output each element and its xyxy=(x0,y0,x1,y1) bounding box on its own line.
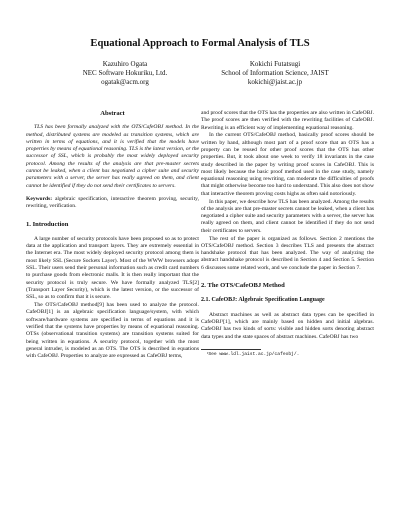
footnote-rule xyxy=(201,349,261,350)
left-column xyxy=(26,110,199,360)
right-column xyxy=(201,110,374,358)
author-affiliation: NEC Software Hokuriku, Ltd. xyxy=(82,69,168,77)
footnote-mark: ¹ xyxy=(207,350,209,356)
paragraph: A large number of security protocols have been proposed so as to protect data at the application and transport layers. They are extremely essential in the Internet era. The most widely deployed security protocol among them is most likely SSL (Secure Sockets Layer). Most of the WWW browsers adopt SSL. Their users send their personal information such as credit card numbers to purchase goods from electronic malls. It is then really important that the security protocol is truly secure. We have formally analyzed TLS[2] (Transport Layer Security), which is the latest version, or the successor of SSL, so as to confirm that it is secure. xyxy=(26,235,199,301)
keywords-label: Keywords: xyxy=(26,195,53,202)
author-name: Kokichi Futatsugi xyxy=(249,60,301,68)
abstract-body: TLS has been formally analyzed with the OTS/CafeOBJ method. In the method, distributed systems are modeled as transition systems, which are written in terms of equations, and it is verified that the models have properties by means of equational reasoning. TLS is the latest version, or the successor of SSL, which is probably the most widely deployed security protocol. Among the results of the analysis are that pre-master secrets cannot be leaked, when a client has negotiated a cipher suite and security parameters with a server, the server has really agreed on them, and client cannot be identified if they do not send their certificates to servers. xyxy=(26,124,199,189)
paragraph: The OTS/CafeOBJ method[9] has been used to analyze the protocol. CafeOBJ[1] is an algebraic specification language/system, with which software/hardware systems are specified in terms of equations and it is verified that the systems have properties by means of equational reasoning. OTSs (observational transition systems) are transition systems suited for being written in equations. A security protocol, together with the most general intruder, is modeled as an OTS. The OTS is described in equations with CafeOBJ. Properties to analyze are expressed as CafeOBJ terms, xyxy=(26,302,199,360)
footnote-text: See www.ldl.jaist.ac.jp/cafeobj/. xyxy=(208,351,300,357)
paper-title: Equational Approach to Formal Analysis of TLS xyxy=(90,38,310,49)
keywords-text: algebraic specification, interactive theorem proving, security, rewriting, verification. xyxy=(26,195,199,210)
paragraph: The rest of the paper is organized as follows. Section 2 mentions the OTS/CafeOBJ method. Section 3 describes TLS and presents the abstract handshake protocol that has been analyzed. The way of analyzing the abstract handshake protocol is described in Section 4 and Section 5. Section 6 discusses some related work, and we conclude the paper in Section 7. xyxy=(201,235,374,271)
subsection-heading-cafeobj: 2.1. CafeOBJ: Algebraic Specification Language xyxy=(201,297,325,304)
paragraph: In this paper, we describe how TLS has been analyzed. Among the results of the analysis are that pre-master secrets cannot be leaked, when a client has negotiated a cipher suite and security parameters with a server, the server has really agreed on them, and client cannot be identified if they do not send their certificates to servers. xyxy=(201,198,374,234)
paragraph: and proof scores that the OTS has the properties are also written in CafeOBJ. The proof scores are then verified with the rewriting facilities of CafeOBJ. Rewriting is an efficient way of implementing equational reasoning. xyxy=(201,110,374,131)
author-name: Kazuhiro Ogata xyxy=(102,60,148,68)
author-block-2 xyxy=(200,60,350,87)
author-email: kokichi@jaist.ac.jp xyxy=(247,78,303,86)
section-heading-method: 2. The OTS/CafeOBJ Method xyxy=(201,282,285,290)
author-email: ogatak@acm.org xyxy=(101,78,149,86)
author-affiliation: School of Information Science, JAIST xyxy=(221,69,329,77)
section-heading-introduction: 1. Introduction xyxy=(26,220,69,228)
author-block-1 xyxy=(50,60,200,87)
paragraph: In the current OTS/CafeOBJ method, basically proof scores should be written by hand, although most part of a proof score that an OTS has a property can be reused for other proof scores that the OTS has other properties. But, it took about one week to verify 18 invariants in the case study described in the paper by writing proof scores in CafeOBJ. This is most likely because the basic proof method used in the case study, namely equational reasoning using rewriting, can moderate the difficulties of proofs that might otherwise become too hard to understand. This also does not show that interactive theorem proving costs highs as often said notoriously. xyxy=(201,132,374,197)
footnote xyxy=(201,351,374,358)
keywords xyxy=(26,196,199,211)
abstract-heading: Abstract xyxy=(100,110,125,117)
paragraph: Abstract machines as well as abstract data types can be specified in CafeOBJ¹[1], which are mainly based on hidden and initial algebras. CafeOBJ has two kinds of sorts: visible and hidden sorts denoting abstract data types and the state spaces of abstract machines. CafeOBJ has two xyxy=(201,311,374,340)
